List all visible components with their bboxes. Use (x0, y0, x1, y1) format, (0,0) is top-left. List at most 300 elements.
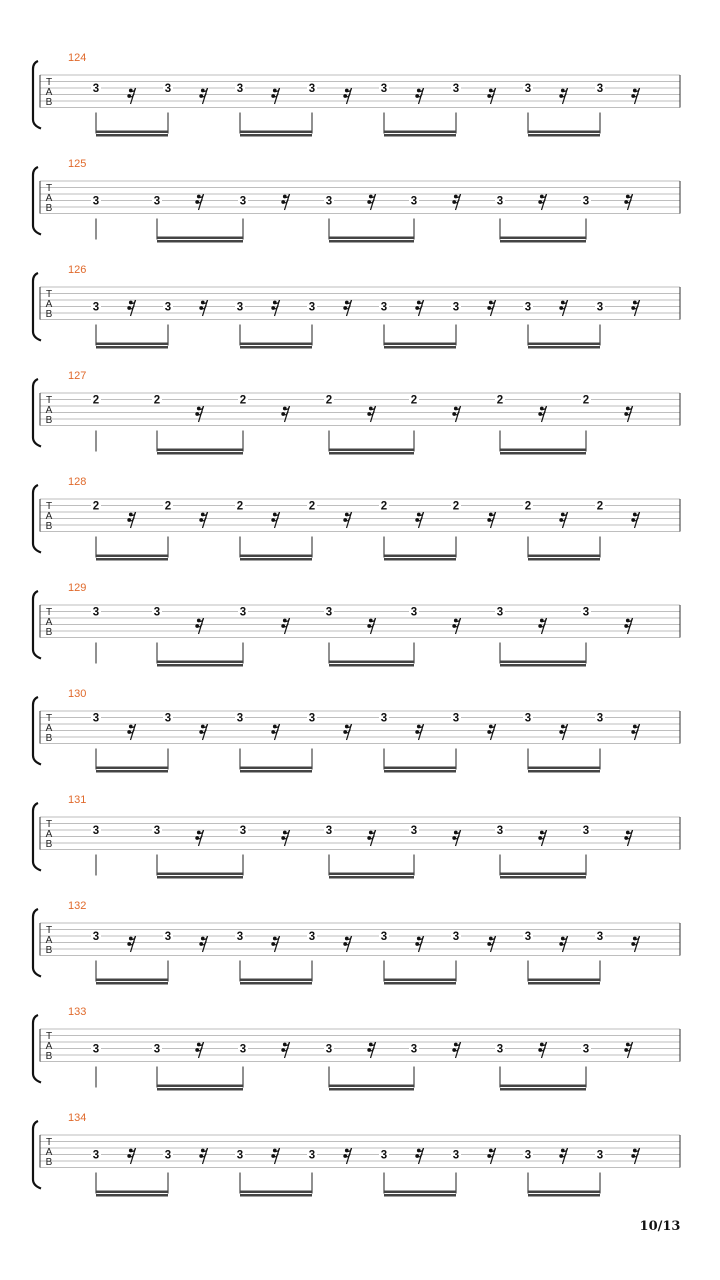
staff-lines (40, 923, 680, 956)
beam-secondary-4 (528, 134, 600, 137)
beam-primary-3 (500, 661, 586, 664)
beam-secondary-3 (384, 558, 456, 561)
beam-secondary-2 (329, 1088, 414, 1091)
sixteenth-rest-2 (281, 830, 289, 846)
beam-secondary-2 (329, 452, 414, 455)
fret-number-8: 3 (596, 83, 604, 95)
fret-number-4: 3 (308, 1149, 316, 1162)
tab-clef-letter-b: B (45, 627, 53, 638)
beam-secondary-3 (500, 664, 586, 667)
sixteenth-rest-3 (271, 936, 279, 952)
beam-primary-4 (528, 131, 600, 134)
fret-number-5: 2 (410, 394, 418, 407)
measure-number: 127 (68, 370, 87, 382)
fret-number-1: 3 (92, 712, 100, 725)
tab-clef (46, 607, 53, 638)
fret-number-3: 3 (236, 83, 244, 95)
sixteenth-rest-5 (538, 1042, 546, 1058)
page-number: 10/13 (639, 1219, 681, 1234)
beam-primary-1 (96, 979, 168, 982)
measure-124 (33, 52, 680, 137)
fret-number-4: 2 (325, 394, 333, 407)
sixteenth-rest-1 (127, 88, 135, 104)
sixteenth-rest-3 (271, 512, 279, 528)
beam-primary-3 (500, 237, 586, 240)
sixteenth-rest-2 (281, 194, 289, 210)
beam-secondary-3 (384, 982, 456, 985)
measure-127 (33, 370, 680, 455)
beam-secondary-3 (500, 452, 586, 455)
fret-number-3: 3 (239, 195, 247, 208)
fret-number-7: 3 (582, 606, 590, 619)
tab-clef-letter-a: A (45, 617, 53, 628)
fret-number-2: 3 (164, 1149, 172, 1162)
sixteenth-rest-6 (624, 194, 632, 210)
sixteenth-rest-2 (199, 300, 207, 316)
beam-secondary-3 (500, 240, 586, 243)
measure-number: 129 (68, 582, 87, 594)
tab-clef-letter-t: T (45, 183, 53, 194)
tab-clef-letter-a: A (45, 299, 53, 310)
staff-lines (40, 711, 680, 744)
fret-number-6: 3 (496, 1043, 504, 1056)
fret-number-3: 3 (236, 712, 244, 725)
fret-number-7: 3 (524, 301, 532, 314)
sixteenth-rest-6 (624, 1042, 632, 1058)
beam-primary-4 (528, 555, 600, 558)
sixteenth-rest-2 (199, 512, 207, 528)
sixteenth-rest-1 (195, 618, 203, 634)
beam-primary-3 (384, 1191, 456, 1194)
fret-number-5: 3 (410, 825, 418, 837)
sixteenth-rest-5 (538, 830, 546, 846)
beam-primary-4 (528, 979, 600, 982)
beam-secondary-4 (528, 346, 600, 349)
measure-number: 132 (68, 900, 87, 912)
tab-clef-letter-b: B (45, 97, 53, 108)
tab-clef-letter-b: B (45, 839, 53, 850)
fret-number-1: 3 (92, 195, 100, 208)
beam-secondary-3 (500, 876, 586, 879)
fret-number-8: 2 (596, 500, 604, 513)
fret-number-5: 2 (380, 500, 388, 513)
sixteenth-rest-8 (631, 1148, 639, 1164)
fret-number-3: 2 (236, 500, 244, 513)
fret-number-2: 3 (164, 931, 172, 943)
tab-clef (46, 501, 53, 532)
beam-primary-2 (329, 661, 414, 664)
fret-number-2: 3 (153, 606, 161, 619)
sixteenth-rest-8 (631, 300, 639, 316)
fret-number-3: 3 (239, 606, 247, 619)
fret-number-5: 3 (410, 606, 418, 619)
beam-primary-3 (384, 767, 456, 770)
fret-number-4: 3 (308, 301, 316, 314)
tab-clef-letter-t: T (45, 77, 53, 88)
fret-number-6: 3 (452, 712, 460, 725)
fret-number-1: 3 (92, 825, 100, 837)
beam-secondary-3 (384, 770, 456, 773)
measure-133 (33, 1006, 680, 1091)
fret-number-1: 3 (92, 1149, 100, 1162)
fret-number-8: 3 (596, 1149, 604, 1162)
beam-secondary-1 (157, 876, 243, 879)
tab-clef-letter-b: B (45, 521, 53, 532)
fret-number-8: 3 (596, 931, 604, 943)
tab-clef (46, 77, 53, 108)
beam-secondary-1 (96, 982, 168, 985)
beam-secondary-3 (500, 1088, 586, 1091)
fret-number-1: 3 (92, 1043, 100, 1056)
beam-primary-3 (500, 873, 586, 876)
sixteenth-rest-1 (195, 406, 203, 422)
fret-number-2: 3 (164, 712, 172, 725)
sixteenth-rest-3 (367, 618, 375, 634)
sixteenth-rest-5 (415, 512, 423, 528)
tab-clef-letter-a: A (45, 193, 53, 204)
sixteenth-rest-1 (195, 194, 203, 210)
sixteenth-rest-7 (559, 1148, 567, 1164)
beam-secondary-1 (157, 1088, 243, 1091)
beam-primary-2 (240, 767, 312, 770)
beam-secondary-2 (240, 1194, 312, 1197)
beam-secondary-2 (329, 876, 414, 879)
beam-secondary-2 (240, 346, 312, 349)
tab-clef (46, 713, 53, 744)
beam-primary-2 (329, 873, 414, 876)
beam-primary-2 (240, 343, 312, 346)
beam-primary-3 (384, 555, 456, 558)
tab-clef-letter-b: B (45, 309, 53, 320)
tab-clef-letter-a: A (45, 405, 53, 416)
measure-number: 133 (68, 1006, 87, 1018)
sixteenth-rest-4 (343, 512, 351, 528)
sixteenth-rest-6 (487, 88, 495, 104)
measure-129 (33, 582, 680, 667)
tab-clef-letter-t: T (45, 395, 53, 406)
sixteenth-rest-5 (538, 194, 546, 210)
sixteenth-rest-5 (538, 618, 546, 634)
beam-primary-1 (96, 343, 168, 346)
sixteenth-rest-4 (452, 618, 460, 634)
sixteenth-rest-4 (343, 1148, 351, 1164)
beam-primary-2 (240, 1191, 312, 1194)
sixteenth-rest-2 (199, 936, 207, 952)
fret-number-6: 3 (452, 301, 460, 314)
fret-number-5: 3 (380, 712, 388, 725)
fret-number-4: 3 (325, 195, 333, 208)
beam-primary-2 (240, 131, 312, 134)
tab-clef (46, 1137, 53, 1168)
beam-secondary-1 (157, 452, 243, 455)
sixteenth-rest-6 (487, 1148, 495, 1164)
tab-clef-letter-b: B (45, 1157, 53, 1168)
sixteenth-rest-8 (631, 88, 639, 104)
sixteenth-rest-1 (195, 830, 203, 846)
sixteenth-rest-3 (271, 724, 279, 740)
beam-primary-1 (157, 449, 243, 452)
beam-primary-3 (500, 1085, 586, 1088)
measure-128 (33, 476, 680, 561)
sixteenth-rest-6 (624, 618, 632, 634)
beam-primary-1 (157, 873, 243, 876)
beam-primary-2 (329, 237, 414, 240)
sixteenth-rest-6 (624, 830, 632, 846)
fret-number-6: 3 (496, 195, 504, 208)
fret-number-2: 3 (153, 195, 161, 208)
fret-number-7: 3 (582, 825, 590, 837)
fret-number-7: 3 (582, 195, 590, 208)
sixteenth-rest-6 (624, 406, 632, 422)
tab-clef-letter-b: B (45, 945, 53, 956)
fret-number-1: 2 (92, 394, 100, 407)
beam-secondary-1 (157, 240, 243, 243)
fret-number-3: 3 (236, 931, 244, 943)
fret-number-4: 3 (308, 83, 316, 95)
sixteenth-rest-1 (127, 936, 135, 952)
beam-primary-1 (96, 767, 168, 770)
beam-secondary-2 (240, 982, 312, 985)
beam-secondary-4 (528, 558, 600, 561)
fret-number-2: 2 (153, 394, 161, 407)
fret-number-6: 3 (452, 1149, 460, 1162)
sixteenth-rest-6 (487, 512, 495, 528)
fret-number-7: 3 (524, 1149, 532, 1162)
sixteenth-rest-3 (271, 300, 279, 316)
fret-number-4: 3 (308, 931, 316, 943)
fret-number-5: 3 (380, 83, 388, 95)
beam-secondary-2 (240, 134, 312, 137)
staff-lines (40, 1135, 680, 1168)
sixteenth-rest-2 (199, 724, 207, 740)
staff-lines (40, 499, 680, 532)
beam-secondary-3 (384, 134, 456, 137)
sixteenth-rest-7 (559, 724, 567, 740)
beam-primary-1 (157, 661, 243, 664)
measure-number: 130 (68, 688, 87, 700)
sixteenth-rest-3 (367, 194, 375, 210)
measure-126 (33, 264, 680, 349)
sixteenth-rest-6 (487, 724, 495, 740)
measure-132 (33, 900, 680, 985)
fret-number-2: 3 (164, 301, 172, 314)
sixteenth-rest-4 (343, 300, 351, 316)
beam-primary-4 (528, 1191, 600, 1194)
fret-number-5: 3 (380, 301, 388, 314)
sixteenth-rest-3 (367, 1042, 375, 1058)
sixteenth-rest-8 (631, 936, 639, 952)
fret-number-5: 3 (410, 195, 418, 208)
fret-number-8: 3 (596, 712, 604, 725)
sixteenth-rest-6 (487, 936, 495, 952)
beam-secondary-1 (96, 558, 168, 561)
measure-131 (33, 794, 680, 879)
sixteenth-rest-4 (452, 1042, 460, 1058)
measure-number: 124 (68, 52, 87, 64)
beam-secondary-1 (96, 1194, 168, 1197)
fret-number-1: 3 (92, 931, 100, 943)
sixteenth-rest-6 (487, 300, 495, 316)
tab-clef-letter-t: T (45, 925, 53, 936)
tab-clef-letter-t: T (45, 819, 53, 830)
sixteenth-rest-5 (538, 406, 546, 422)
sixteenth-rest-5 (415, 1148, 423, 1164)
fret-number-5: 3 (380, 931, 388, 943)
sixteenth-rest-2 (199, 88, 207, 104)
tab-clef-letter-t: T (45, 501, 53, 512)
measure-number: 134 (68, 1112, 87, 1124)
measure-number: 128 (68, 476, 87, 488)
fret-number-4: 3 (325, 606, 333, 619)
fret-number-2: 3 (153, 825, 161, 837)
sixteenth-rest-2 (281, 406, 289, 422)
fret-number-7: 3 (524, 931, 532, 943)
tab-clef-letter-a: A (45, 511, 53, 522)
beam-primary-3 (384, 979, 456, 982)
fret-number-4: 3 (325, 1043, 333, 1056)
sixteenth-rest-3 (271, 1148, 279, 1164)
beam-primary-2 (240, 979, 312, 982)
sixteenth-rest-5 (415, 300, 423, 316)
beam-primary-2 (329, 449, 414, 452)
fret-number-7: 2 (524, 500, 532, 513)
tab-clef-letter-a: A (45, 829, 53, 840)
beam-primary-4 (528, 767, 600, 770)
fret-number-1: 2 (92, 500, 100, 513)
sixteenth-rest-2 (281, 1042, 289, 1058)
sixteenth-rest-7 (559, 512, 567, 528)
beam-secondary-4 (528, 982, 600, 985)
fret-number-6: 2 (496, 394, 504, 407)
sixteenth-rest-4 (452, 830, 460, 846)
beam-secondary-3 (384, 1194, 456, 1197)
beam-primary-1 (96, 1191, 168, 1194)
sixteenth-rest-4 (343, 936, 351, 952)
fret-number-6: 3 (496, 606, 504, 619)
fret-number-1: 3 (92, 301, 100, 314)
tab-clef-letter-b: B (45, 733, 53, 744)
sixteenth-rest-8 (631, 512, 639, 528)
tab-clef-letter-a: A (45, 935, 53, 946)
sixteenth-rest-5 (415, 88, 423, 104)
sixteenth-rest-7 (559, 88, 567, 104)
measure-number: 126 (68, 264, 87, 276)
beam-primary-3 (500, 449, 586, 452)
sixteenth-rest-1 (195, 1042, 203, 1058)
tab-clef-letter-t: T (45, 1137, 53, 1148)
measure-125 (33, 158, 680, 243)
fret-number-5: 3 (380, 1149, 388, 1162)
beam-primary-2 (240, 555, 312, 558)
staff-lines (40, 287, 680, 320)
tab-clef (46, 395, 53, 426)
fret-number-3: 3 (236, 301, 244, 314)
sixteenth-rest-1 (127, 512, 135, 528)
fret-number-7: 3 (524, 83, 532, 95)
fret-number-6: 3 (496, 825, 504, 837)
measure-134 (33, 1112, 680, 1197)
sixteenth-rest-4 (452, 406, 460, 422)
tab-clef-letter-a: A (45, 1147, 53, 1158)
tab-clef-letter-a: A (45, 87, 53, 98)
tab-clef-letter-b: B (45, 415, 53, 426)
beam-secondary-4 (528, 1194, 600, 1197)
beam-secondary-1 (96, 770, 168, 773)
fret-number-2: 2 (164, 500, 172, 513)
fret-number-7: 2 (582, 394, 590, 407)
fret-number-1: 3 (92, 606, 100, 619)
fret-number-3: 3 (236, 1149, 244, 1162)
sixteenth-rest-7 (559, 300, 567, 316)
tab-clef-letter-b: B (45, 203, 53, 214)
beam-secondary-2 (329, 240, 414, 243)
fret-number-3: 3 (239, 1043, 247, 1056)
sixteenth-rest-5 (415, 936, 423, 952)
measure-number: 125 (68, 158, 87, 170)
staff-lines (40, 75, 680, 108)
measure-130 (33, 688, 680, 773)
beam-secondary-2 (240, 558, 312, 561)
fret-number-8: 3 (596, 301, 604, 314)
beam-primary-1 (96, 555, 168, 558)
tab-clef-letter-a: A (45, 723, 53, 734)
beam-secondary-1 (96, 134, 168, 137)
sixteenth-rest-5 (415, 724, 423, 740)
sixteenth-rest-3 (271, 88, 279, 104)
fret-number-3: 3 (239, 825, 247, 837)
tab-clef (46, 183, 53, 214)
beam-secondary-2 (329, 664, 414, 667)
fret-number-2: 3 (164, 83, 172, 95)
tab-clef-letter-t: T (45, 607, 53, 618)
fret-number-5: 3 (410, 1043, 418, 1056)
beam-primary-1 (157, 1085, 243, 1088)
fret-number-6: 3 (452, 931, 460, 943)
sixteenth-rest-1 (127, 300, 135, 316)
beam-secondary-3 (384, 346, 456, 349)
beam-primary-1 (96, 131, 168, 134)
tab-clef-letter-b: B (45, 1051, 53, 1062)
beam-primary-1 (157, 237, 243, 240)
fret-number-4: 3 (325, 825, 333, 837)
sixteenth-rest-2 (281, 618, 289, 634)
fret-number-3: 2 (239, 394, 247, 407)
tab-clef (46, 1031, 53, 1062)
beam-primary-3 (384, 131, 456, 134)
beam-primary-3 (384, 343, 456, 346)
sixteenth-rest-2 (199, 1148, 207, 1164)
fret-number-7: 3 (524, 712, 532, 725)
beam-secondary-1 (157, 664, 243, 667)
fret-number-6: 2 (452, 500, 460, 513)
beam-secondary-4 (528, 770, 600, 773)
sixteenth-rest-4 (343, 724, 351, 740)
tab-clef-letter-t: T (45, 713, 53, 724)
sixteenth-rest-3 (367, 406, 375, 422)
sixteenth-rest-7 (559, 936, 567, 952)
tab-clef (46, 819, 53, 850)
sixteenth-rest-8 (631, 724, 639, 740)
fret-number-6: 3 (452, 83, 460, 95)
beam-primary-2 (329, 1085, 414, 1088)
beam-secondary-2 (240, 770, 312, 773)
measure-number: 131 (68, 794, 87, 806)
fret-number-4: 3 (308, 712, 316, 725)
tab-clef (46, 925, 53, 956)
tab-clef (46, 289, 53, 320)
fret-number-4: 2 (308, 500, 316, 513)
sixteenth-rest-1 (127, 724, 135, 740)
